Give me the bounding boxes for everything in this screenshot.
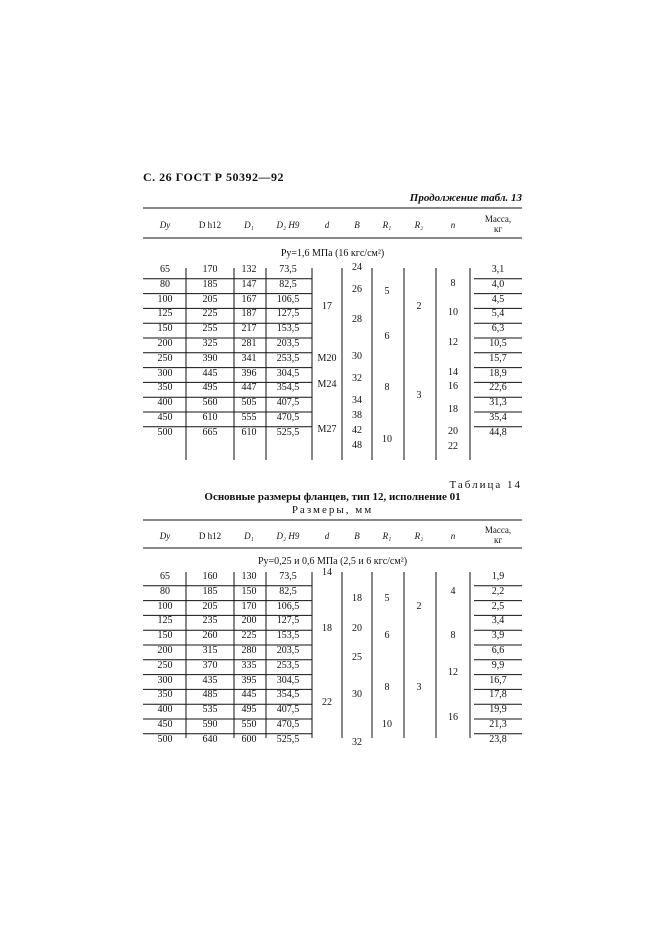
header-dy: Dy: [159, 531, 171, 541]
cell-b: 32: [352, 736, 362, 748]
cell-d2: 106,5: [276, 600, 300, 612]
cell-d: 325: [202, 338, 218, 349]
cell-dy: 65: [160, 571, 170, 582]
cell-dy: 80: [160, 585, 170, 597]
cell-d1: 341: [241, 352, 257, 364]
cell-d: 260: [202, 630, 218, 642]
cell-r1: 5: [384, 286, 390, 298]
cell-mass: 1,9: [491, 571, 505, 582]
cell-d: 185: [202, 278, 218, 290]
cell-d: 315: [202, 645, 218, 656]
cell-dy: 500: [157, 426, 173, 438]
table-14-units: Размеры, мм: [291, 504, 374, 516]
cell-dy: 125: [157, 308, 173, 320]
cell-mass: 17,8: [489, 689, 507, 701]
cell-dy: 250: [157, 352, 173, 364]
cell-n: 22: [448, 440, 458, 452]
cell-dy: 200: [157, 645, 173, 656]
cell-mass: 6,3: [491, 323, 505, 335]
cell-mass: 9,9: [491, 659, 505, 671]
cell-d2: 354,5: [276, 689, 300, 701]
cell-n: 12: [448, 667, 458, 679]
cell-d1: 555: [241, 412, 257, 423]
cell-d1: 281: [241, 338, 257, 349]
cell-d: 160: [202, 571, 218, 582]
cell-mass: 3,9: [491, 630, 505, 642]
cell-b: 20: [352, 622, 362, 634]
cell-d1: 447: [241, 382, 257, 394]
cell-d: 560: [202, 397, 218, 409]
cell-r1: 10: [382, 719, 392, 730]
table-14-label: Таблица 14: [449, 479, 522, 491]
cell-d: 535: [202, 704, 218, 716]
cell-r1: 8: [384, 682, 390, 693]
cell-d1: 395: [241, 674, 257, 686]
header-mass-line1: Масса,: [484, 525, 512, 535]
cell-dy: 250: [157, 659, 173, 671]
cell-d2: 253,5: [276, 352, 300, 364]
header-n: n: [450, 531, 456, 541]
header-mass: [474, 525, 522, 545]
cell-d: 495: [202, 382, 218, 394]
cell-d2: 127,5: [276, 308, 300, 320]
cell-d2: 82,5: [279, 585, 297, 597]
header-r2: R₂: [414, 531, 424, 541]
cell-dy: 150: [157, 323, 173, 335]
cell-dy: 500: [157, 733, 173, 745]
cell-mass: 18,9: [489, 367, 507, 379]
cell-mass: 31,3: [489, 397, 507, 409]
cell-b: 26: [352, 284, 362, 296]
cell-b: 34: [352, 395, 362, 407]
cell-n: 20: [448, 425, 458, 437]
cell-d2: 106,5: [276, 293, 300, 305]
cell-d2: 407,5: [276, 397, 300, 409]
cell-mass: 4,0: [491, 278, 505, 290]
cell-r2: 3: [416, 389, 422, 401]
cell-d: 255: [202, 323, 218, 335]
cell-d: 17: [322, 301, 332, 312]
cell-d: 22: [322, 696, 332, 708]
cell-d2: 153,5: [276, 323, 300, 335]
cell-d1: 610: [241, 426, 257, 438]
page-header: С. 26 ГОСТ Р 50392—92: [143, 170, 284, 184]
cell-mass: 23,8: [489, 733, 507, 745]
cell-d: 370: [202, 659, 218, 671]
cell-dy: 400: [157, 397, 173, 409]
cell-mass: 3,4: [491, 615, 505, 627]
cell-d1: 225: [241, 630, 257, 642]
header-d1: D₁: [244, 531, 254, 541]
header-mass: [474, 214, 522, 234]
header-b: B: [354, 220, 360, 230]
header-d1: D₁: [244, 220, 254, 230]
cell-d: 590: [202, 719, 218, 730]
cell-n: 4: [450, 585, 456, 597]
cell-mass: 4,5: [491, 293, 505, 305]
header-d2-h9: D₂ H9: [276, 220, 300, 230]
header-mass-line1: Масса,: [484, 214, 512, 224]
cell-mass: 3,1: [491, 264, 505, 275]
cell-n: 16: [448, 381, 458, 393]
cell-mass: 16,7: [489, 674, 507, 686]
cell-dy: 300: [157, 674, 173, 686]
cell-r2: 2: [416, 301, 422, 312]
cell-mass: 5,4: [491, 308, 505, 320]
cell-d1: 505: [241, 397, 257, 409]
header-r1: R₁: [382, 531, 392, 541]
cell-b: 30: [352, 350, 362, 362]
pressure-row: Pу=0,25 и 0,6 МПа (2,5 и 6 кгс/см²): [257, 556, 408, 567]
cell-d1: 187: [241, 308, 257, 320]
header-n: n: [450, 220, 456, 230]
cell-dy: 450: [157, 412, 173, 423]
cell-mass: 22,6: [489, 382, 507, 394]
cell-mass: 44,8: [489, 426, 507, 438]
cell-b: 25: [352, 652, 362, 664]
cell-d: 170: [202, 264, 218, 275]
cell-d: 205: [202, 600, 218, 612]
cell-mass: 21,3: [489, 719, 507, 730]
cell-b: 42: [352, 424, 362, 436]
cell-d2: 73,5: [279, 264, 297, 275]
cell-mass: 2,2: [491, 585, 505, 597]
header-b: B: [354, 531, 360, 541]
cell-d1: 132: [241, 264, 257, 275]
cell-r1: 8: [384, 382, 390, 394]
cell-d: 235: [202, 615, 218, 627]
cell-r1: 5: [384, 593, 390, 605]
cell-dy: 150: [157, 630, 173, 642]
cell-dy: 400: [157, 704, 173, 716]
cell-d2: 127,5: [276, 615, 300, 627]
cell-d2: 407,5: [276, 704, 300, 716]
cell-d: 485: [202, 689, 218, 701]
cell-d: 435: [202, 674, 218, 686]
cell-mass: 2,5: [491, 600, 505, 612]
table-14-title: Основные размеры фланцев, тип 12, исполнение 01: [204, 491, 461, 503]
cell-r1: 10: [382, 434, 392, 446]
cell-d2: 304,5: [276, 367, 300, 379]
cell-n: 8: [450, 630, 456, 642]
cell-b: 38: [352, 410, 362, 421]
cell-d: 225: [202, 308, 218, 320]
cell-dy: 100: [157, 293, 173, 305]
cell-mass: 6,6: [491, 645, 505, 656]
header-r2: R₂: [414, 220, 424, 230]
cell-b: 32: [352, 373, 362, 384]
cell-d2: 304,5: [276, 674, 300, 686]
cell-d1: 280: [241, 645, 257, 656]
cell-r2: 3: [416, 682, 422, 693]
cell-r1: 6: [384, 630, 390, 642]
cell-d1: 200: [241, 615, 257, 627]
cell-d1: 396: [241, 367, 257, 379]
header-d-h12: D h12: [198, 531, 222, 541]
cell-d2: 470,5: [276, 719, 300, 730]
cell-d: 185: [202, 585, 218, 597]
cell-d: М27: [317, 423, 337, 435]
cell-dy: 200: [157, 338, 173, 349]
header-d: d: [324, 220, 330, 230]
cell-d1: 170: [241, 600, 257, 612]
cell-d: М20: [317, 352, 337, 364]
cell-d: 205: [202, 293, 218, 305]
cell-d2: 354,5: [276, 382, 300, 394]
cell-r2: 2: [416, 600, 422, 612]
cell-d1: 335: [241, 659, 257, 671]
pressure-row: Pу=1,6 МПа (16 кгс/см²): [280, 248, 385, 259]
cell-d: М24: [317, 379, 337, 391]
cell-d1: 130: [241, 571, 257, 582]
cell-d1: 167: [241, 293, 257, 305]
header-mass-line2: кг: [493, 224, 503, 234]
cell-d2: 470,5: [276, 412, 300, 423]
header-mass-line2: кг: [493, 535, 503, 545]
cell-n: 14: [448, 366, 458, 378]
cell-d2: 82,5: [279, 278, 297, 290]
cell-dy: 350: [157, 689, 173, 701]
cell-b: 30: [352, 689, 362, 701]
cell-b: 28: [352, 313, 362, 325]
cell-d1: 600: [241, 733, 257, 745]
cell-d: 18: [322, 622, 332, 634]
cell-d1: 150: [241, 585, 257, 597]
cell-dy: 125: [157, 615, 173, 627]
cell-dy: 350: [157, 382, 173, 394]
cell-d: 665: [202, 426, 218, 438]
cell-n: 12: [448, 337, 458, 348]
cell-d: 640: [202, 733, 218, 745]
cell-b: 48: [352, 439, 362, 451]
cell-d1: 495: [241, 704, 257, 716]
cell-d1: 550: [241, 719, 257, 730]
cell-n: 8: [450, 277, 456, 289]
cell-d: 390: [202, 352, 218, 364]
header-r1: R₁: [382, 220, 392, 230]
cell-n: 10: [448, 307, 458, 319]
cell-d2: 253,5: [276, 659, 300, 671]
cell-dy: 450: [157, 719, 173, 730]
header-d: d: [324, 531, 330, 541]
cell-d1: 147: [241, 278, 257, 290]
cell-dy: 65: [160, 264, 170, 275]
cell-d1: 217: [241, 323, 257, 335]
cell-mass: 15,7: [489, 352, 507, 364]
cell-mass: 10,5: [489, 338, 507, 349]
header-d2-h9: D₂ H9: [276, 531, 300, 541]
cell-dy: 80: [160, 278, 170, 290]
header-dy: Dy: [159, 220, 171, 230]
cell-n: 16: [448, 711, 458, 723]
continuation-label: Продолжение табл. 13: [409, 192, 522, 204]
cell-n: 18: [448, 403, 458, 415]
cell-dy: 100: [157, 600, 173, 612]
cell-mass: 35,4: [489, 412, 507, 423]
cell-d1: 445: [241, 689, 257, 701]
cell-d: 445: [202, 367, 218, 379]
cell-d2: 153,5: [276, 630, 300, 642]
cell-dy: 300: [157, 367, 173, 379]
cell-d2: 203,5: [276, 645, 300, 656]
cell-b: 18: [352, 593, 362, 605]
header-d-h12: D h12: [198, 220, 222, 230]
cell-d2: 73,5: [279, 571, 297, 582]
cell-d2: 525,5: [276, 733, 300, 745]
cell-d: 610: [202, 412, 218, 423]
cell-b: 24: [352, 262, 362, 273]
cell-d: 14: [322, 566, 332, 578]
cell-d2: 525,5: [276, 426, 300, 438]
cell-r1: 6: [384, 330, 390, 342]
cell-d2: 203,5: [276, 338, 300, 349]
cell-mass: 19,9: [489, 704, 507, 716]
